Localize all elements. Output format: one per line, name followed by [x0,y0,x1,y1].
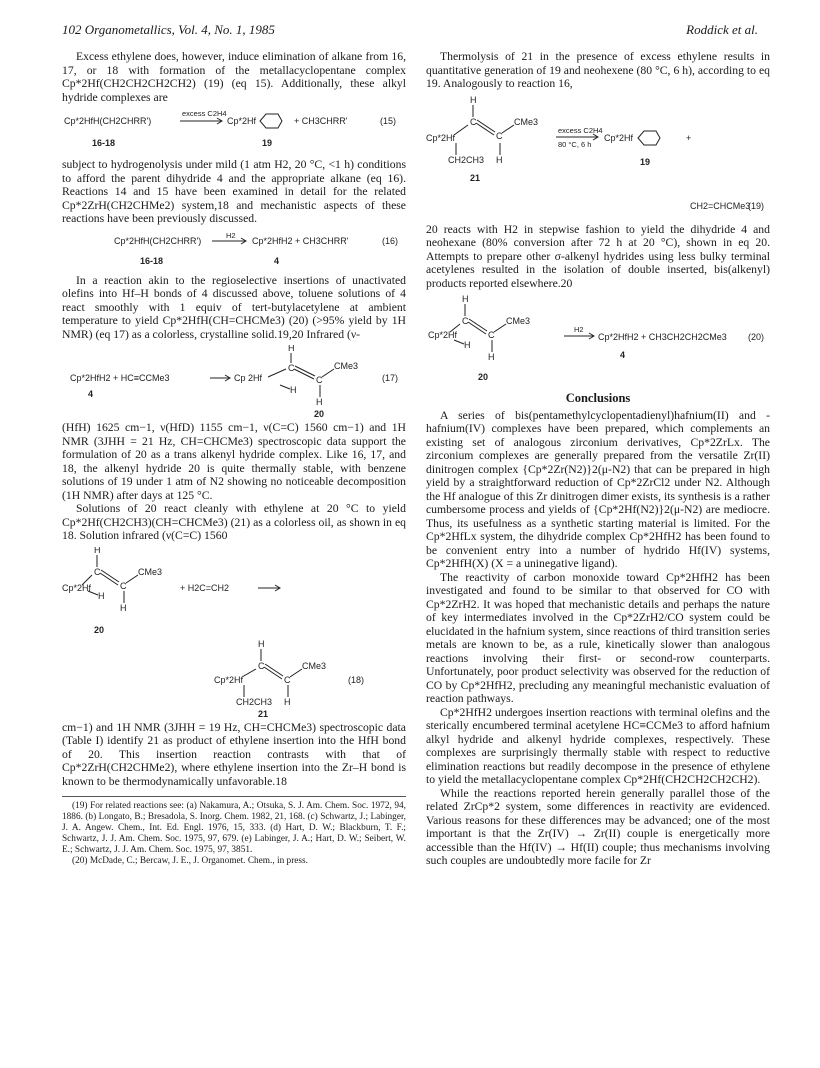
footnotes [62,796,406,867]
eq19-reagent-bottom: 80 °C, 6 h [558,139,592,149]
eq16-number: (16) [382,235,399,246]
atom-h: H [470,94,477,105]
atom-c: C [94,566,101,577]
eq20-reactant-metal: Cp*2Hf [428,330,458,340]
eq16-reagent: H2 [226,230,236,240]
eq18-reactant-metal: Cp*2Hf [62,582,92,593]
equation-17 [62,345,406,417]
eq17-number: (17) [382,373,399,383]
eq18-reactant-label: 20 [94,624,105,635]
atom-ch2ch3: CH2CH3 [236,696,273,707]
metallacycle-ring-icon [260,114,282,128]
eq17-product-label: 20 [314,409,325,417]
atom-c: C [284,674,291,685]
paragraph: Cp*2HfH2 undergoes insertion reactions with terminal olefins and the sterically encumbered terminal acetylene HC≡CCMe3 to afford hafnium alkyl hydride and alkenyl hydride complexes, respectively. These complexes are surprisingly thermally stable with respect to reductive elimination reactions but readily decompose in the presence of ethylene to yield the metallacyclopentane complex Cp*2Hf(CH2CH2CH2CH2). [426,705,770,786]
paragraph: subject to hydrogenolysis under mild (1 atm H2, 20 °C, <1 h) conditions to afford the parent dihydride 4 and the appropriate alkane (eq 16). Reactions 14 and 15 have been examined in detail for the related Cp*2ZrH(CH2CHMe2) system,18 and mechanistic aspects of these reactions have been previously discussed. [62,158,406,225]
atom-cme3: CMe3 [514,116,539,127]
atom-h: H [288,345,295,353]
paragraph: The reactivity of carbon monoxide toward Cp*2HfH2 has been investigated and found to be similar to that observed for CO with Cp*2ZrH2. It was hoped that mechanistic details and perhaps the nature of key intermediates involved in the Cp*2ZrH2/CO system could be elucidated in the hafnium system, since reactions of third transition series metals are known to be, as a rule, kinetically slower than analogous reactions involving their first- or second-row counterparts. Unfortunately, poor product selectivity was observed for the reduction of CO by Cp*2HfH2, precluding any meaningful mechanistic evaluation of reaction pathways. [426,570,770,705]
eq18-number: (18) [348,674,365,685]
atom-h: H [98,590,105,601]
left-column [62,50,406,1054]
paragraph: In a reaction akin to the regioselective insertions of unactivated olefins into Hf–H bonds of 4 discussed above, toluene solutions of 4 react smoothly with 1 equiv of tert-butylacetylene at ambient temperature to yield Cp*2HfH(CH=CHCMe3) (20) (>95% yield by 1H NMR) (eq 17) as a colorless, crystalline solid.19,20 Infrared (ν- [62,273,406,341]
eq17-product-metal: Cp 2Hf [234,373,263,383]
equation-19 [426,95,770,219]
paragraph: 20 reacts with H2 in stepwise fashion to yield the dihydride 4 and neohexane (80% conversion after 72 h at 20 °C), shown in eq 20. Attempts to prepare other σ-alkenyl hydrides using less bulky terminal acetylenes resulted in the isolation of double inserted, bis(alkenyl) products reported elsewhere.20 [426,222,770,290]
eq15-byproduct: + CH3CHRR' [294,116,348,126]
footnote: (20) McDade, C.; Bercaw, J. E., J. Organomet. Chem., in press. [72,856,308,866]
atom-ch2ch3: CH2CH3 [448,154,485,165]
eq19-reactant-metal: Cp*2Hf [426,132,456,143]
eq20-reagent: H2 [574,325,584,334]
paragraph: A series of bis(pentamethylcyclopentadienyl)hafnium(II) and -hafnium(IV) complexes have been prepared, which complements an existing set of analogous zirconium derivatives, Cp*2ZrLx. The zirconium complexes are generally prepared from the versatile Zr(II) dinitrogen complex {Cp*2Zr(N2)}2(μ-N2) that can be prepared in high yield by a straightforward reduction of Cp*2ZrCl2 under N2. Although the Hf analogue of this Zr dinitrogen dimer exists, its synthesis is a rather cumbersome process and yields of {Cp*2Hf(N2)}2(μ-N2) are mediocre. Thus, its usefulness as a synthetic starting material is limited. For the Cp*2HfLx system, the dihydride complex Cp*2HfH2 has been found to be convenient entry into a number of hydrido Hf(IV) systems, Cp*2HfH(X) (X = a uninegative ligand). [426,408,770,570]
plus-sign: + [686,132,692,143]
eq19-reagent-top: excess C2H4 [558,125,603,135]
atom-h: H [488,352,495,362]
atom-h: H [258,638,265,649]
atom-c: C [120,580,127,591]
paragraph: While the reactions reported herein generally parallel those of the related ZrCp*2 system, some differences in reactivity are evidenced. Various reasons for these differences may be advanced; one of the most important is that the Zr(IV) → Zr(II) couple is energetically more accessible than the Hf(IV) → Hf(II) couple; thus mechanisms involving such couples are undoubtedly more facile for Zr [426,786,770,867]
atom-c: C [470,116,477,127]
right-column [426,50,770,1054]
atom-cme3: CMe3 [138,566,163,577]
eq16-reactant: Cp*2HfH(CH2CHRR') [114,235,202,246]
eq15-reactant-label: 16-18 [92,138,116,148]
equation-18 [62,547,406,717]
atom-h: H [120,602,127,613]
atom-h: H [94,546,101,555]
paragraph: Solutions of 20 react cleanly with ethylene at 20 °C to yield Cp*2Hf(CH2CH3)(CH=CHCMe3) (21) as a colorless oil, as shown in eq 18. Solution infrared (ν(C=C) 1560 [62,502,406,542]
eq18-product-metal: Cp*2Hf [214,674,244,685]
metallacycle-ring-icon [638,131,660,145]
atom-h: H [284,696,291,707]
atom-h: H [464,340,471,350]
atom-c: C [288,363,295,373]
atom-c: C [496,130,503,141]
eq17-reactant: Cp*2HfH2 + HC≡CCMe3 [70,373,170,383]
eq20-product-label: 4 [620,350,626,360]
eq18-reagent: + H2C=CH2 [180,582,230,593]
paragraph: (HfH) 1625 cm−1, ν(HfD) 1155 cm−1, ν(C=C) 1560 cm−1) and 1H NMR (3JHH = 21 Hz, CH=CHCMe3) spectroscopic data support the formulation of 20 as a trans alkenyl hydride complex. Like 16, 17, and 18, the alkenyl hydride 20 is quite thermally stable, with benzene solutions of 19 under 1 atm of N2 showing no noticeable decomposition (1H NMR) after days at 125 °C. [62,421,406,502]
atom-h: H [462,294,469,304]
eq20-reactant-label: 20 [478,372,489,382]
eq19-byproduct: CH2=CHCMe3 [690,200,751,211]
section-heading: Conclusions [565,391,631,405]
atom-c: C [462,316,469,326]
eq16-reactant-label: 16-18 [140,255,164,266]
eq15-product: Cp*2Hf [227,116,257,126]
equation-15 [62,108,406,154]
equation-20 [426,294,770,386]
running-head-left: 102 Organometallics, Vol. 4, No. 1, 1985 [62,22,275,37]
atom-cme3: CMe3 [302,660,327,671]
atom-h: H [496,154,503,165]
eq16-product-label: 4 [274,255,280,266]
atom-cme3: CMe3 [506,316,531,326]
eq15-number: (15) [380,116,397,126]
footnote: (19) For related reactions see: (a) Nakamura, A.; Otsuka, S. J. Am. Chem. Soc. 1972, 94, 1886. (b) Longato, B.; Bresadola, S. Inorg. Chem. 1982, 21, 168. (c) Schwartz, J.; Labinger, J. A. Angew. Chem., Int. Ed. Engl. 1976, 15, 333. (d) Hart, D. W.; Blackburn, T. F.; Schwartz, J. J. Am. Chem. Soc. 1975, 97, 679. (e) Labinger, J. A.; Hart, D. W.; Seibert, W. E.; Schwartz, J. J. Am. Chem. Soc. 1975, 97, 3851. [62,801,406,855]
eq16-product: Cp*2HfH2 + CH3CHRR' [252,235,349,246]
paragraph: Thermolysis of 21 in the presence of excess ethylene results in quantitative generation of 19 and neohexene (80 °C, 6 h), according to eq 19. Analogously to reaction 16, [426,50,770,90]
eq15-reactant: Cp*2HfH(CH2CHRR') [64,116,152,126]
eq15-product-label: 19 [262,138,273,148]
eq19-product-label: 19 [640,156,651,167]
eq19-number: (19) [748,200,765,211]
atom-c: C [316,375,323,385]
paragraph: cm−1) and 1H NMR (3JHH = 19 Hz, CH=CHCMe3) spectroscopic data (Table I) identify 21 as product of ethylene insertion into the HfH bond of 20. This insertion reaction contrasts with that of Cp*2ZrH(CH2CHMe2), where ethylene insertion into the Zr–H bond is known to be thermodynamically unfavorable.18 [62,720,406,788]
eq18-product-label: 21 [258,708,269,717]
eq15-reagent: excess C2H4 [182,109,227,118]
equation-16 [62,230,406,270]
atom-h: H [316,397,323,407]
eq20-number: (20) [748,332,765,342]
page-header [62,22,758,40]
atom-cme3: CMe3 [334,361,359,371]
eq20-product: Cp*2HfH2 + CH3CH2CH2CMe3 [598,332,727,342]
atom-c: C [488,330,495,340]
atom-c: C [258,660,265,671]
running-head-right: Roddick et al. [686,22,758,37]
eq17-reactant-label: 4 [88,389,94,399]
eq19-reactant-label: 21 [470,172,481,183]
eq19-product: Cp*2Hf [604,132,634,143]
atom-h: H [290,385,297,395]
paragraph: Excess ethylene does, however, induce elimination of alkane from 16, 17, or 18 with formation of the metallacyclopentane complex Cp*2Hf(CH2CH2CH2CH2) (19) (eq 15). Additionally, these alkyl hydride complexes are [62,50,406,104]
